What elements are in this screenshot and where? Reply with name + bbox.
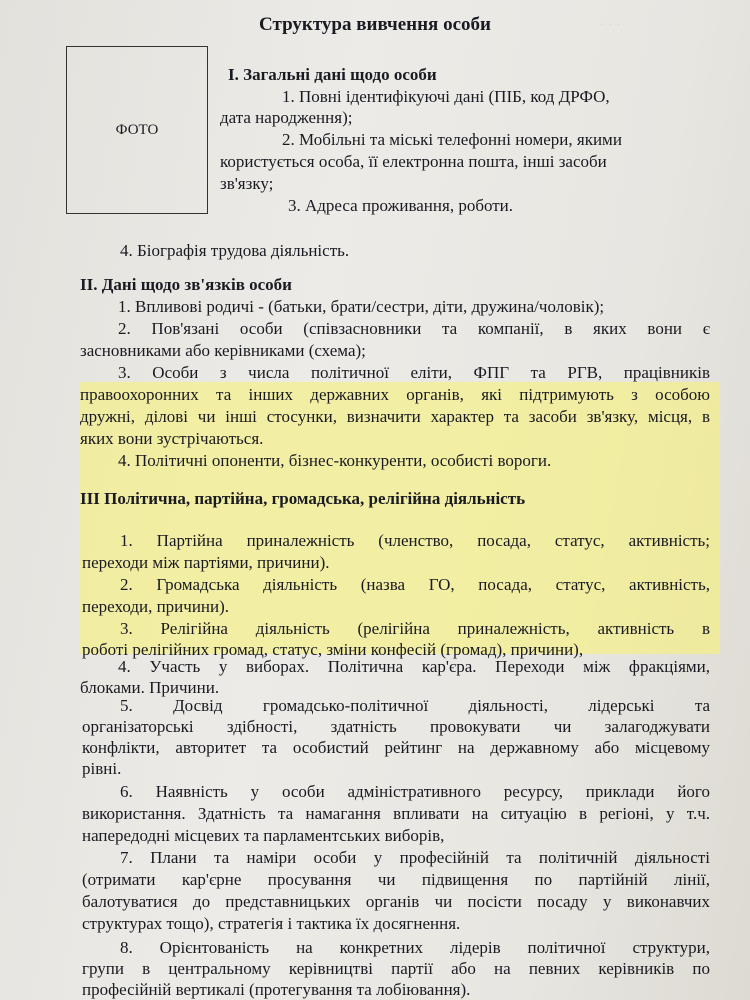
section-1-line: дата народження); [220,108,353,127]
section-3-line: організаторські здібності, здатність провокувати чи залагоджувати [82,717,710,736]
section-3-line: балотуватися до представницьких органів чи посісти посаду у виконавчих [82,892,710,911]
section-2-line: 4. Політичні опоненти, бізнес-конкуренти, особисті вороги. [118,451,552,470]
section-3-line: групи в центральному керівництві партії або на певних керівників по [82,959,710,978]
section-3-line: напередодні місцевих та парламентських виборів, [82,826,445,845]
photo-placeholder [66,46,208,214]
section-1-heading: І. Загальні дані щодо особи [228,65,437,84]
section-3-line: роботі релігійних громад, статус, зміни конфесій (громад), причини), [82,640,584,659]
section-2-heading: ІІ. Дані щодо зв'язків особи [80,275,292,294]
section-1-line: користується особа, її електронна пошта, інші засоби [220,152,607,171]
section-3-line: переходи, причини). [82,597,230,616]
section-2-line: 1. Впливові родичі - (батьки, брати/сестри, діти, дружина/чоловік); [118,297,605,316]
section-3-line: 7. Плани та наміри особи у професійній та політичній діяльності [120,848,710,867]
section-1-line: зв'язку; [220,174,274,193]
section-2-line: дружні, ділові чи інші стосунки, визначити характер та засоби зв'язку, місця, в [80,407,710,426]
section-1-line: 4. Біографія трудова діяльність. [120,241,350,260]
section-3-line: конфлікти, авторитет та особистий рейтинг на державному або місцевому [82,738,710,757]
section-3-line: 5. Досвід громадсько-політичної діяльності, лідерські та [120,696,710,715]
section-3-line: 1. Партійна приналежність (членство, посада, статус, активність; [120,531,710,550]
section-3-heading: ІІІ Політична, партійна, громадська, релігійна діяльність [80,489,526,508]
section-3-line: професійній вертикалі (протегування та лобіювання). [82,980,471,999]
section-3-line: 3. Релігійна діяльність (релігійна приналежність, активність в [120,619,710,638]
section-2-line: правоохоронних та інших державних органів, які підтримують з особою [80,385,710,404]
section-2-line: засновниками або керівниками (схема); [80,341,366,360]
section-3-line: рівні. [82,759,122,778]
section-3-line: переходи між партіями, причини). [82,553,330,572]
section-3-line: (отримати кар'єрне просування чи підвищення по партійній лінії, [82,870,710,889]
bleed-through-text: · · · [600,18,621,33]
section-2-line: 3. Особи з числа політичної еліти, ФПГ та РГВ, працівників [118,363,710,382]
section-2-line: яких вони зустрічаються. [80,429,264,448]
section-3-line: використання. Здатність та намагання впливати на ситуацію в регіоні, у т.ч. [82,804,710,823]
section-3-line: 8. Орієнтованість на конкретних лідерів політичної структури, [120,938,710,957]
section-1-line: 1. Повні ідентифікуючі дані (ПІБ, код ДРФО, [282,87,610,106]
section-1-line: 3. Адреса проживання, роботи. [288,196,514,215]
section-1-line: 2. Мобільні та міські телефонні номери, якими [282,130,622,149]
section-3-line: блоками. Причини. [80,678,220,697]
section-3-line: 4. Участь у виборах. Політична кар'єра. Переходи між фракціями, [118,657,710,676]
section-2-line: 2. Пов'язані особи (співзасновники та компанії, в яких вони є [118,319,710,338]
page-title: Структура вивчення особи [259,14,491,35]
section-3-line: структурах тощо), стратегія і тактика їх досягнення. [82,914,461,933]
photo-label: ФОТО [115,121,159,138]
section-3-line: 2. Громадська діяльність (назва ГО, посада, статус, активність, [120,575,710,594]
section-3-line: 6. Наявність у особи адміністративного ресурсу, приклади його [120,782,710,801]
